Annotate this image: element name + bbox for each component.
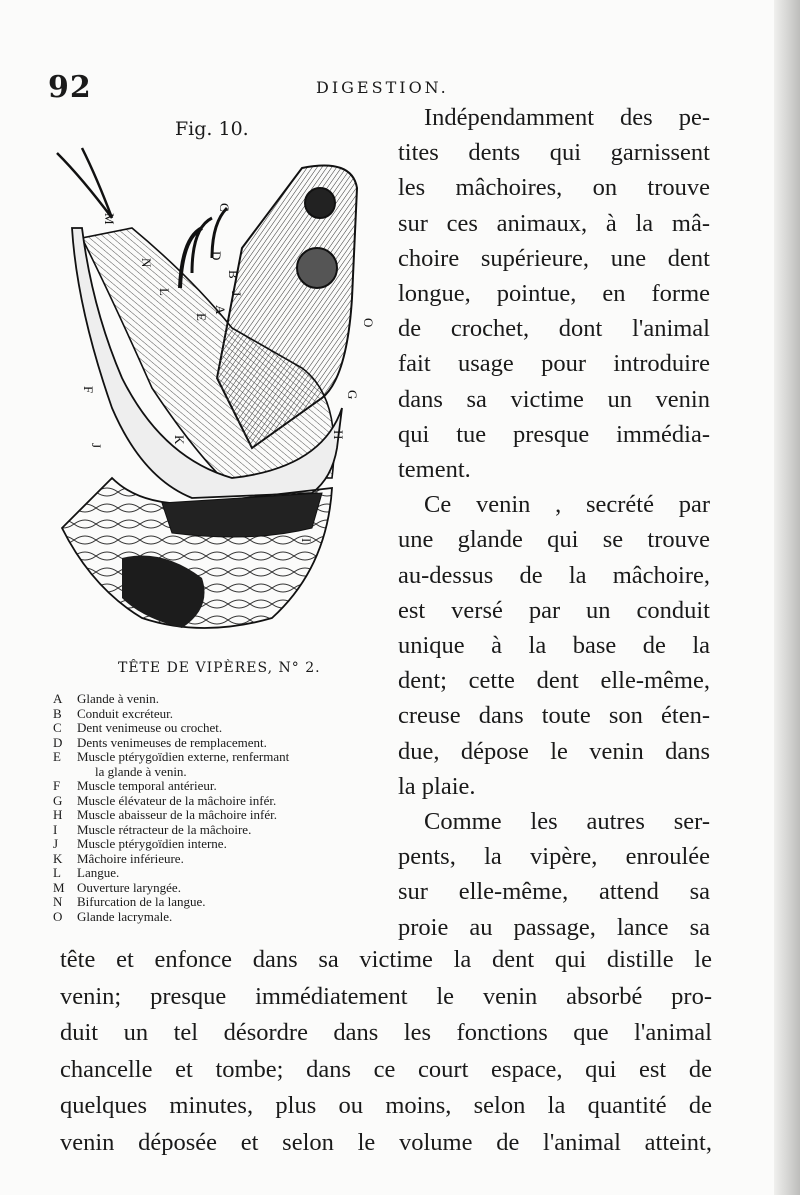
legend-row bbox=[53, 736, 398, 751]
legend-row bbox=[53, 852, 398, 867]
text-line: dent; cette dent elle-même, bbox=[398, 667, 710, 695]
legend-text: la glande à venin. bbox=[95, 763, 187, 779]
legend-row bbox=[53, 866, 398, 881]
text-line: choire supérieure, une dent bbox=[398, 244, 710, 272]
legend-text: Muscle ptérygoïdien externe, renfermant bbox=[77, 749, 290, 764]
legend-text: Bifurcation de la langue. bbox=[77, 894, 206, 909]
running-title: DIGESTION. bbox=[316, 78, 449, 97]
legend-text: Langue. bbox=[77, 865, 120, 880]
full-width-text bbox=[60, 942, 712, 1162]
legend-row bbox=[53, 721, 398, 736]
legend-letter: K bbox=[53, 850, 63, 866]
legend-text: Dent venimeuse ou crochet. bbox=[77, 720, 223, 735]
text-line: les mâchoires, on trouve bbox=[398, 174, 710, 202]
callout-letter: N bbox=[139, 258, 154, 268]
legend-row bbox=[53, 837, 398, 852]
text-line: tites dents qui garnissent bbox=[398, 139, 710, 167]
text-line: chancelle et tombe; dans ce court espace, qui est de bbox=[60, 1055, 712, 1083]
nostril-opening bbox=[305, 188, 335, 218]
legend-letter: N bbox=[53, 894, 63, 909]
text-line: creuse dans toute son éten- bbox=[398, 702, 710, 730]
paragraph bbox=[398, 487, 710, 804]
fang bbox=[192, 218, 212, 273]
text-line: tête et enfonce dans sa victime la dent qui distille le bbox=[60, 946, 712, 973]
legend-text: Muscle rétracteur de la mâchoire. bbox=[77, 821, 252, 837]
legend-row bbox=[53, 895, 398, 910]
text-line: venin; presque immédiatement le venin absorbé pro- bbox=[60, 982, 712, 1010]
legend-text: Glande à venin. bbox=[77, 691, 159, 706]
callout-letter: L bbox=[157, 288, 172, 296]
text-line: venin déposée et selon le volume de l'animal atteint, bbox=[60, 1128, 712, 1156]
legend-row bbox=[53, 823, 398, 838]
text-line: sur elle-même, attend sa bbox=[398, 878, 710, 906]
text-line: Ce venin , secrété par bbox=[424, 491, 710, 519]
callout-letter: I bbox=[299, 538, 314, 543]
legend-text: Muscle élévateur de la mâchoire infér. bbox=[77, 792, 277, 808]
legend-text: Muscle abaisseur de la mâchoire infér. bbox=[77, 807, 277, 822]
callout-letter: A bbox=[213, 305, 228, 315]
figure-title: TÊTE DE VIPÈRES, N° 2. bbox=[118, 660, 321, 676]
legend-text: Conduit excréteur. bbox=[77, 705, 174, 721]
legend-text: Mâchoire inférieure. bbox=[77, 850, 184, 866]
legend-text: Dents venimeuses de remplacement. bbox=[77, 734, 267, 750]
text-line: dans sa victime un venin bbox=[398, 385, 710, 413]
text-line: sur ces animaux, à la mâ- bbox=[398, 209, 710, 237]
legend-text: Muscle temporal antérieur. bbox=[77, 778, 217, 793]
text-line: unique à la base de la bbox=[398, 632, 710, 660]
legend-letter: I bbox=[53, 821, 58, 837]
text-line: fait usage pour introduire bbox=[398, 350, 710, 378]
callout-letter: C bbox=[217, 203, 232, 212]
mouth-teeth bbox=[162, 493, 322, 537]
text-line: tement. bbox=[398, 456, 471, 484]
text-line: la plaie. bbox=[398, 772, 476, 800]
text-line: est versé par un conduit bbox=[398, 596, 710, 624]
figure-legend bbox=[53, 692, 398, 924]
eye-socket bbox=[297, 248, 337, 288]
callout-letter: J bbox=[89, 443, 104, 449]
legend-letter: C bbox=[53, 720, 62, 735]
legend-letter: L bbox=[53, 865, 61, 880]
legend-letter: O bbox=[53, 908, 63, 924]
legend-row bbox=[53, 692, 398, 707]
legend-row bbox=[53, 765, 398, 780]
callout-letter: G bbox=[345, 390, 360, 400]
text-line: de crochet, dont l'animal bbox=[398, 315, 710, 343]
legend-row bbox=[53, 779, 398, 794]
column-text bbox=[398, 100, 710, 945]
callout-letter: K bbox=[172, 435, 187, 445]
callout-letter: F bbox=[81, 386, 96, 394]
callout-letter: M bbox=[102, 213, 117, 225]
legend-letter: E bbox=[53, 749, 61, 764]
legend-text: Muscle ptérygoïdien interne. bbox=[77, 836, 227, 851]
text-line: qui tue presque immédia- bbox=[398, 420, 710, 448]
legend-row bbox=[53, 794, 398, 809]
legend-letter: J bbox=[53, 836, 59, 851]
legend-row bbox=[53, 881, 398, 896]
viper-head-illustration bbox=[52, 148, 376, 648]
legend-letter: G bbox=[53, 792, 63, 808]
figure-label: Fig. 10. bbox=[175, 118, 249, 140]
page-number: 92 bbox=[48, 70, 92, 105]
text-line: longue, pointue, en forme bbox=[398, 280, 710, 308]
text-line: pents, la vipère, enroulée bbox=[398, 843, 710, 871]
callout-letter: B bbox=[226, 270, 241, 279]
text-line: duit un tel désordre dans les fonctions que l'animal bbox=[60, 1019, 712, 1047]
text-line: Comme les autres ser- bbox=[424, 808, 710, 836]
callout-letter: E bbox=[194, 313, 209, 321]
callout-letter: D bbox=[209, 251, 224, 261]
callout-letter: O bbox=[361, 318, 376, 328]
legend-letter: M bbox=[53, 879, 65, 895]
text-line: au-dessus de la mâchoire, bbox=[398, 561, 710, 589]
legend-letter: D bbox=[53, 734, 63, 750]
callout-letter: J bbox=[229, 291, 244, 297]
legend-row bbox=[53, 910, 398, 925]
legend-letter: H bbox=[53, 807, 63, 822]
legend-row bbox=[53, 750, 398, 765]
legend-letter: A bbox=[53, 691, 63, 706]
text-line: Indépendamment des pe- bbox=[424, 104, 710, 131]
legend-letter: B bbox=[53, 705, 62, 721]
legend-text: Ouverture laryngée. bbox=[77, 879, 181, 895]
legend-letter: F bbox=[53, 778, 61, 793]
legend-text: Glande lacrymale. bbox=[77, 908, 173, 924]
forked-tongue bbox=[57, 148, 112, 218]
callout-letter: H bbox=[331, 430, 346, 440]
legend-row bbox=[53, 707, 398, 722]
text-line: proie au passage, lance sa bbox=[398, 913, 710, 941]
paragraph bbox=[398, 100, 710, 487]
text-line: une glande qui se trouve bbox=[398, 526, 710, 554]
paragraph bbox=[398, 804, 710, 945]
legend-row bbox=[53, 808, 398, 823]
text-line: due, dépose le venin dans bbox=[398, 737, 710, 765]
text-line: quelques minutes, plus ou moins, selon la quantité de bbox=[60, 1092, 712, 1120]
page-edge-shadow bbox=[774, 0, 800, 1195]
